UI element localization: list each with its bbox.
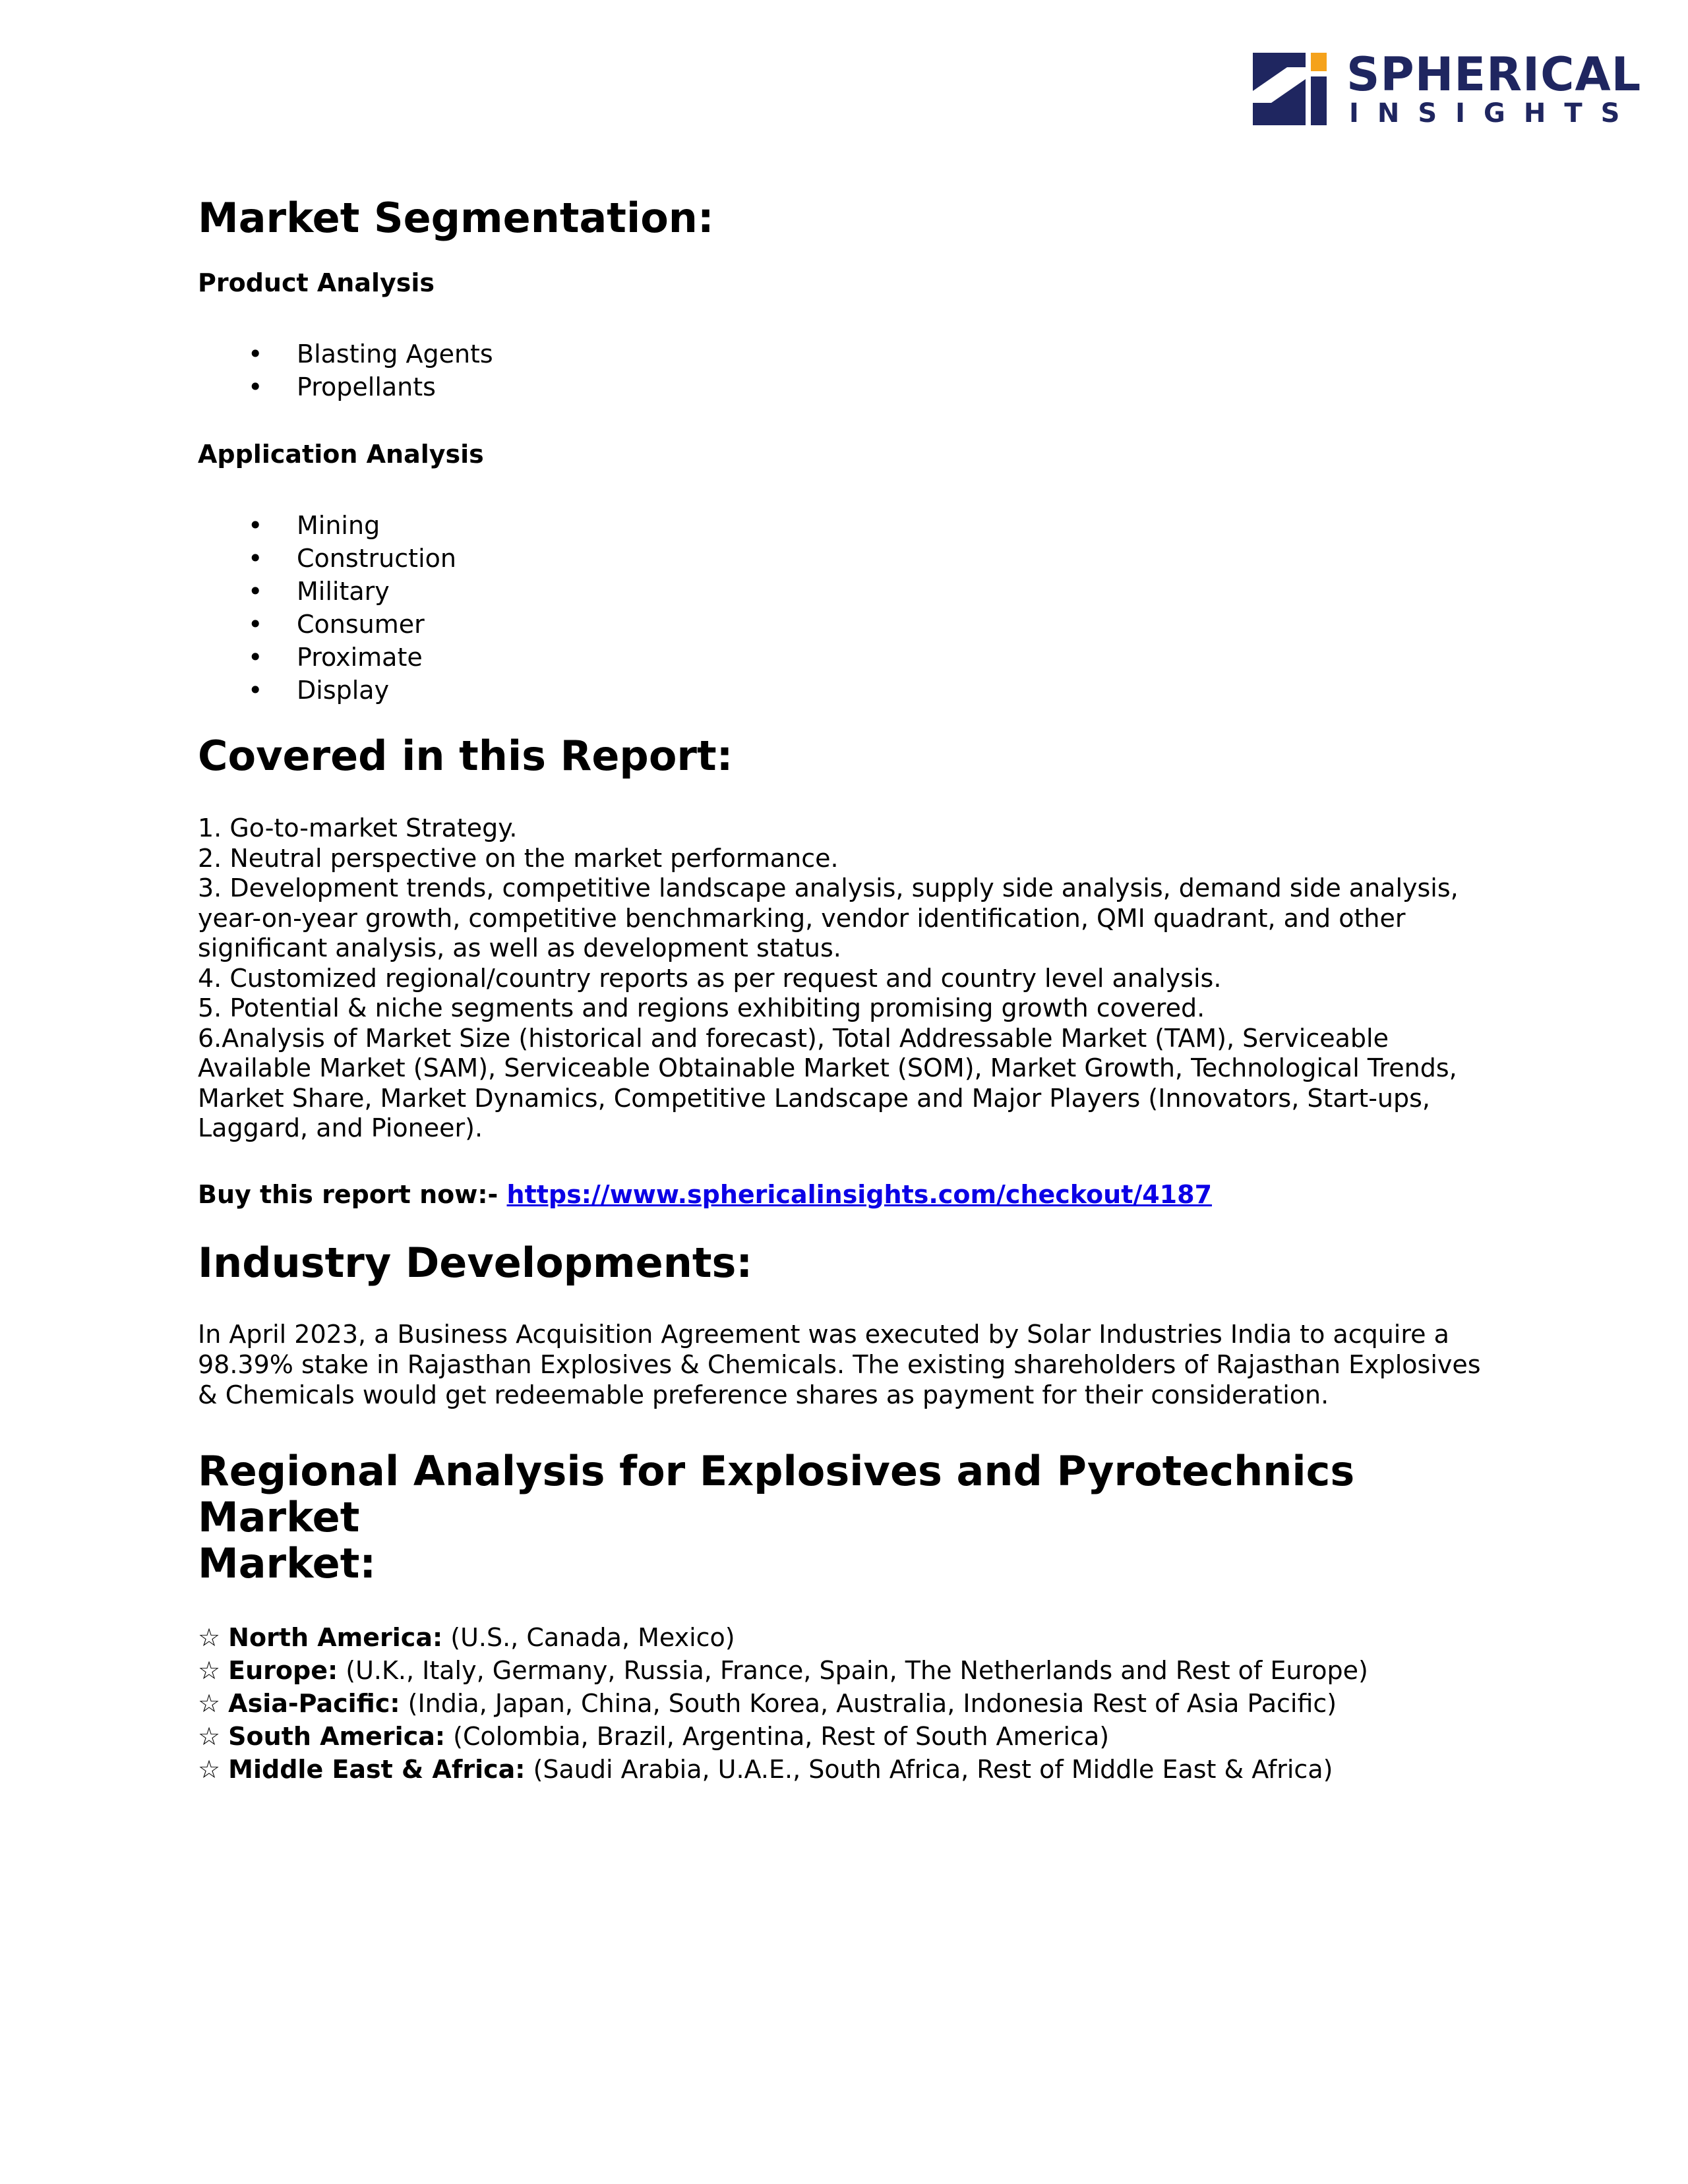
list-item: 1. Go-to-market Strategy. xyxy=(198,813,518,842)
list-item: ☆ South America: (Colombia, Brazil, Argentina, Rest of South America) xyxy=(198,1721,1110,1751)
covered-report-heading: Covered in this Report: xyxy=(198,732,733,780)
industry-developments-text: In April 2023, a Business Acquisition Agreement was executed by Solar Industries India to acquire a 98.39% stake in Rajasthan Explosives & Chemicals. The existing shareholders of Rajasthan Explosives & Chemicals would get redeemable preference shares as payment for their consideration. xyxy=(198,1319,1481,1409)
list-item: ☆ North America: (U.S., Canada, Mexico) xyxy=(198,1622,735,1652)
list-item: 3. Development trends, competitive landscape analysis, supply side analysis, demand side analysis, xyxy=(198,873,1459,902)
list-item: ☆ Asia-Pacific: (India, Japan, China, South Korea, Australia, Indonesia Rest of Asia Pacific) xyxy=(198,1688,1337,1718)
list-item: • Construction xyxy=(198,542,1510,575)
list-item: 2. Neutral perspective on the market performance. xyxy=(198,843,839,873)
list-item: • Blasting Agents xyxy=(198,338,1510,370)
company-logo xyxy=(1253,47,1642,129)
region-list xyxy=(198,1621,1510,1786)
bullet-icon: • xyxy=(248,676,263,705)
logo-mark-icon xyxy=(1253,53,1331,125)
buy-report-label: Buy this report now:- xyxy=(198,1179,507,1209)
star-icon: ☆ xyxy=(198,1688,221,1718)
regional-analysis-heading: Regional Analysis for Explosives and Pyrotechnics Market Market: xyxy=(198,1446,1355,1587)
list-item: • Display xyxy=(198,674,1510,707)
checkout-link[interactable]: https://www.sphericalinsights.com/checkout/4187 xyxy=(506,1179,1213,1209)
buy-report-line xyxy=(198,1178,1510,1211)
application-list xyxy=(198,509,1510,707)
star-icon: ☆ xyxy=(198,1754,221,1784)
star-icon: ☆ xyxy=(198,1655,221,1685)
bullet-icon: • xyxy=(248,643,263,672)
list-item: significant analysis, as well as development status. xyxy=(198,933,841,962)
list-item: Available Market (SAM), Serviceable Obtainable Market (SOM), Market Growth, Technological Trends, xyxy=(198,1053,1457,1082)
application-analysis-heading: Application Analysis xyxy=(198,440,484,469)
list-item: 4. Customized regional/country reports as per request and country level analysis. xyxy=(198,963,1222,993)
star-icon: ☆ xyxy=(198,1721,221,1751)
list-item: • Consumer xyxy=(198,608,1510,641)
bullet-icon: • xyxy=(248,511,263,540)
product-list xyxy=(198,338,1510,403)
bullet-icon: • xyxy=(248,544,263,573)
list-item: year-on-year growth, competitive benchmarking, vendor identification, QMI quadrant, and other xyxy=(198,903,1406,933)
list-item: • Military xyxy=(198,575,1510,608)
bullet-icon: • xyxy=(248,610,263,639)
logo-text-insights: INSIGHTS xyxy=(1349,98,1639,129)
document-body xyxy=(198,195,1510,1786)
list-item: • Proximate xyxy=(198,641,1510,674)
star-icon: ☆ xyxy=(198,1622,221,1652)
list-item: 5. Potential & niche segments and regions exhibiting promising growth covered. xyxy=(198,993,1205,1022)
product-analysis-heading: Product Analysis xyxy=(198,268,435,297)
list-item: • Mining xyxy=(198,509,1510,542)
list-item: ☆ Middle East & Africa: (Saudi Arabia, U.A.E., South Africa, Rest of Middle East & Africa) xyxy=(198,1754,1333,1784)
list-item: 6.Analysis of Market Size (historical and forecast), Total Addressable Market (TAM), Serviceable xyxy=(198,1023,1389,1053)
list-item: Laggard, and Pioneer). xyxy=(198,1113,483,1142)
list-item: Market Share, Market Dynamics, Competitive Landscape and Major Players (Innovators, Start-ups, xyxy=(198,1083,1430,1113)
bullet-icon: • xyxy=(248,372,263,401)
industry-developments-heading: Industry Developments: xyxy=(198,1238,753,1287)
covered-list xyxy=(198,813,1510,1144)
bullet-icon: • xyxy=(248,577,263,606)
list-item: ☆ Europe: (U.K., Italy, Germany, Russia, France, Spain, The Netherlands and Rest of Europe) xyxy=(198,1655,1368,1685)
logo-text-spherical: SPHERICAL xyxy=(1346,47,1642,102)
list-item: • Propellants xyxy=(198,370,1510,403)
market-segmentation-heading: Market Segmentation: xyxy=(198,194,714,242)
bullet-icon: • xyxy=(248,339,263,369)
